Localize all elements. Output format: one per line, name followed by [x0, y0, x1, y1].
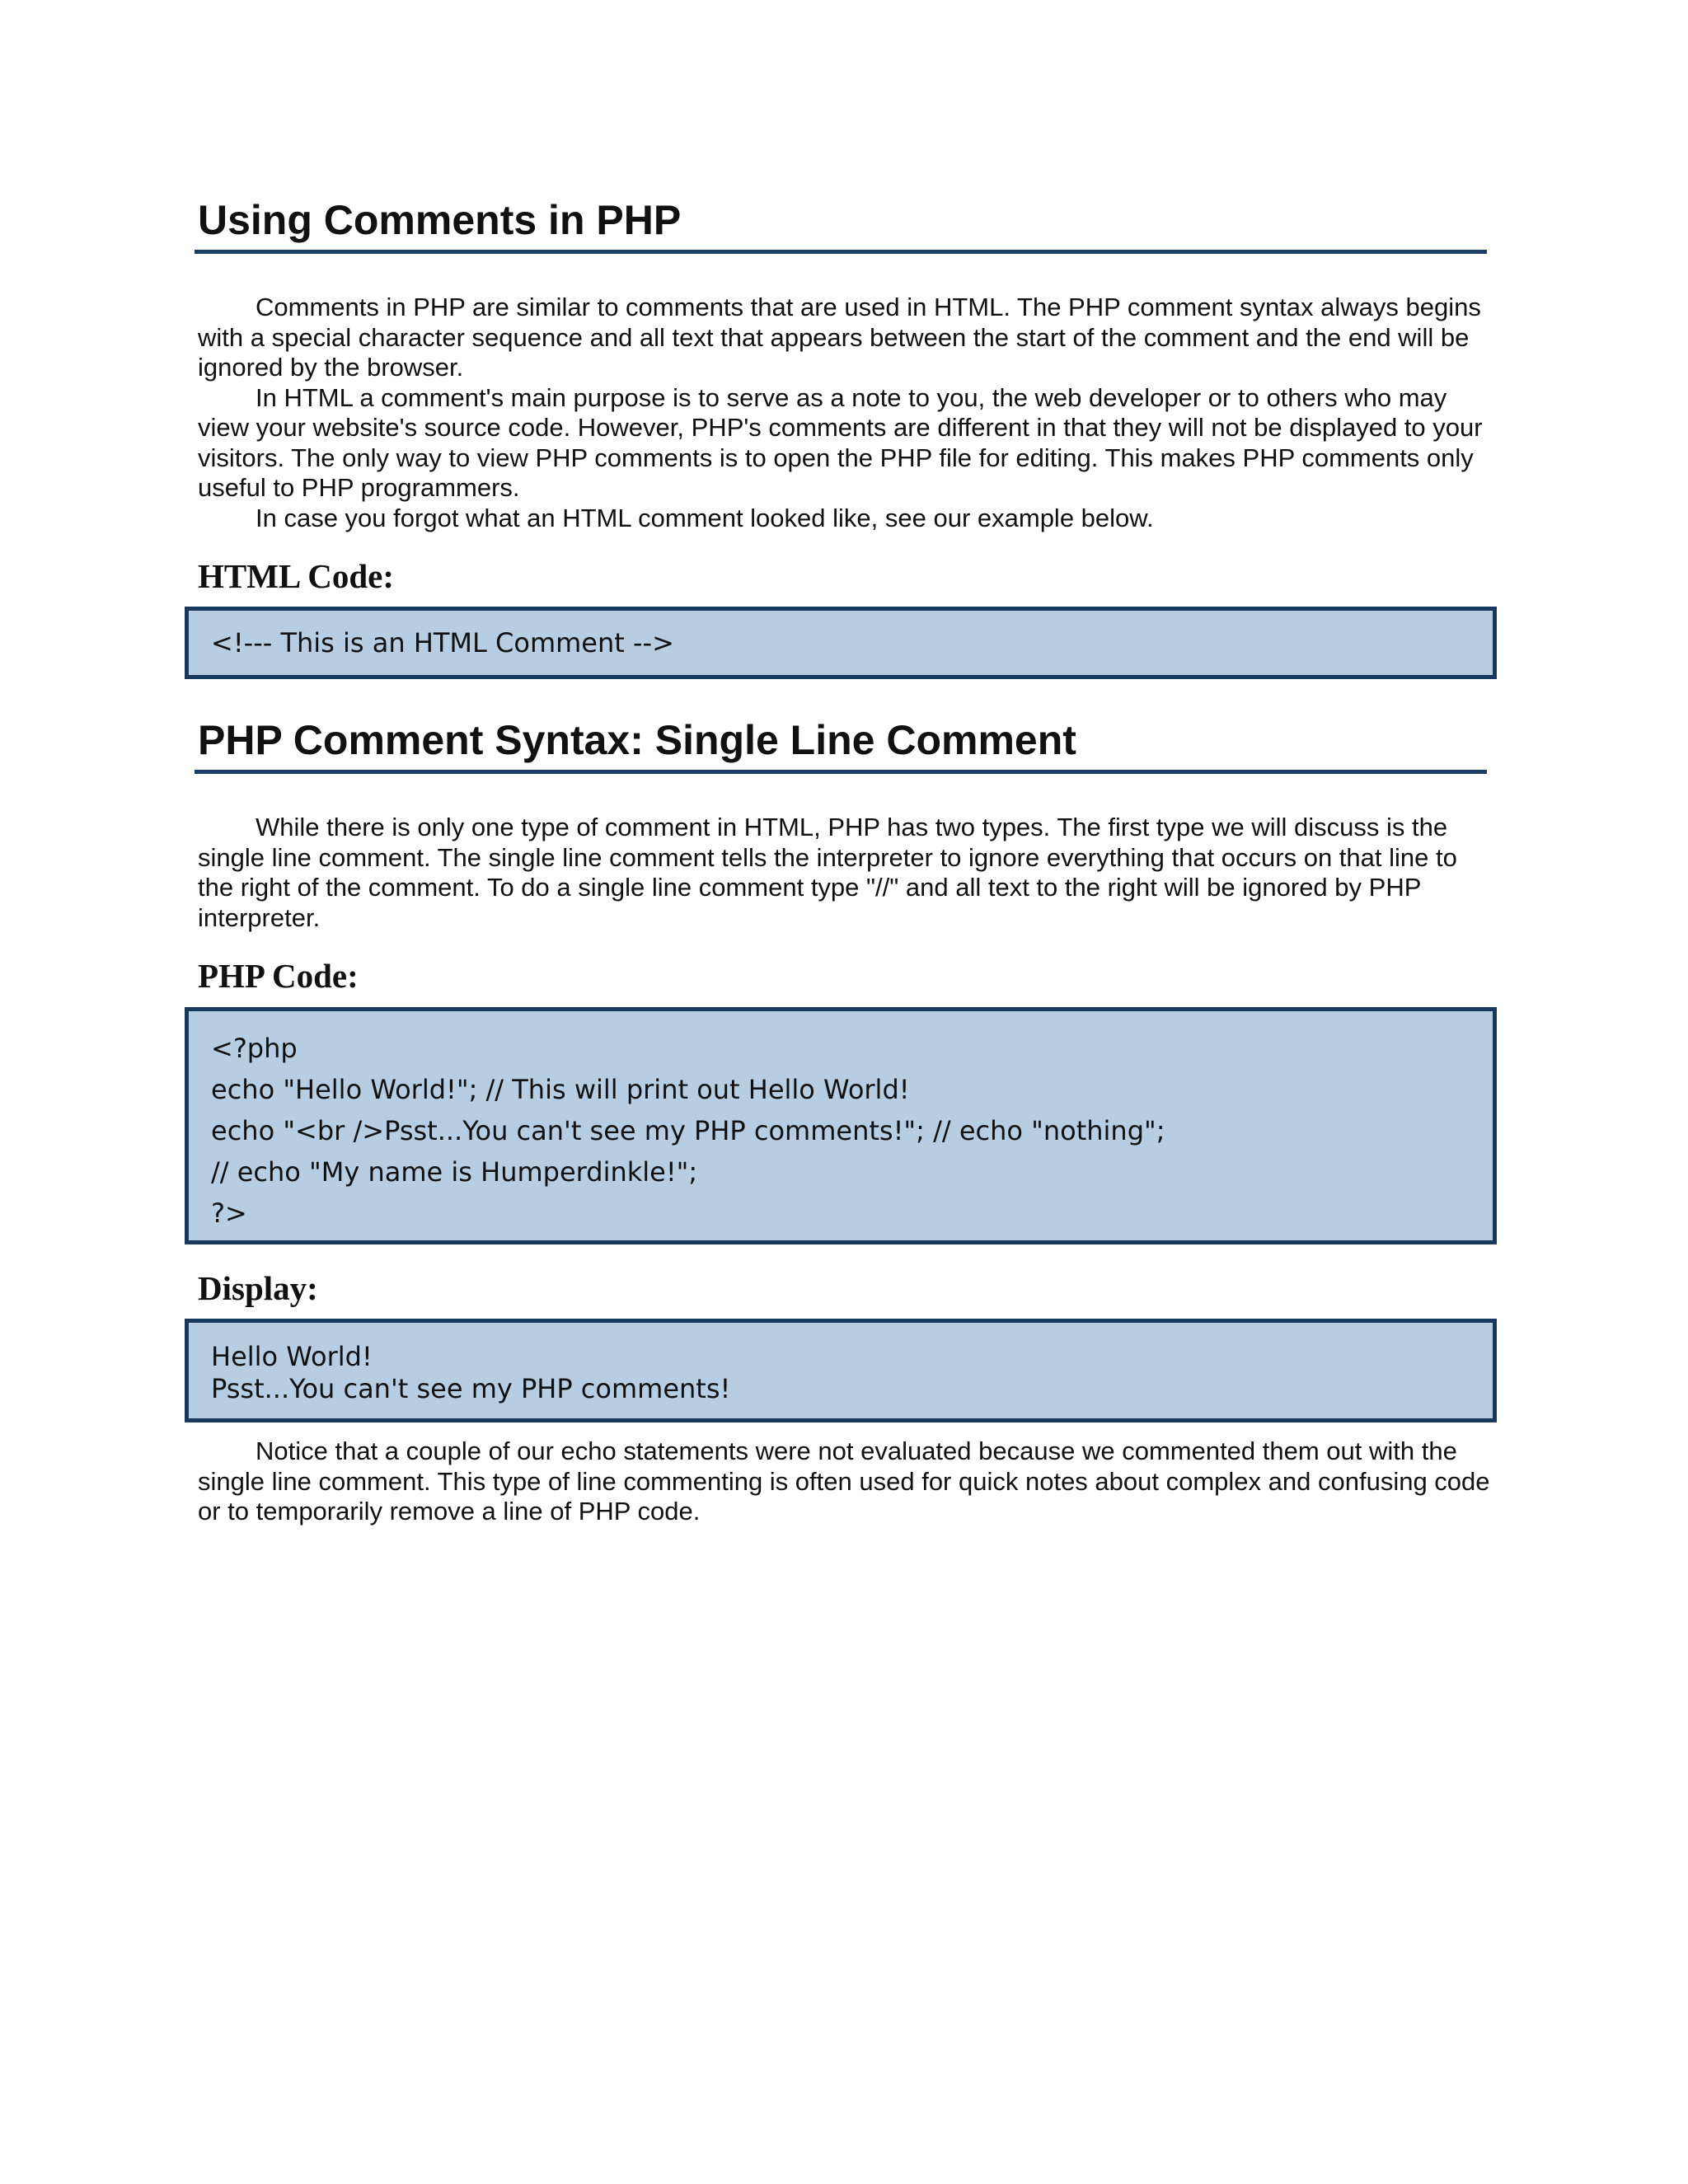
- paragraph: Notice that a couple of our echo statements were not evaluated because we commented them out with the single line comment. This type of line commenting is often used for quick notes about complex and confusing code or to temporarily remove a line of PHP code.: [198, 1436, 1490, 1526]
- section-title-underline: [195, 770, 1487, 774]
- php-code-heading: PHP Code:: [198, 957, 359, 995]
- html-code-box: [185, 607, 1497, 679]
- section-title-using-comments: Using Comments in PHP: [198, 197, 682, 243]
- code-line: <!--- This is an HTML Comment -->: [211, 627, 674, 658]
- output-line: Hello World!: [211, 1341, 373, 1372]
- section2-closing: [198, 1436, 1490, 1527]
- code-line: <?php: [211, 1033, 298, 1064]
- paragraph: In HTML a comment's main purpose is to serve as a note to you, the web developer or to others who may view your website's source code. However, PHP's comments are different in that they will not be displayed to your visitors. The only way to view PHP comments is to open the PHP file for editing. This makes PHP comments only useful to PHP programmers.: [198, 382, 1483, 502]
- php-code-box: [185, 1007, 1497, 1244]
- section2-body: [198, 813, 1490, 933]
- code-line: ?>: [211, 1197, 247, 1229]
- output-line: Psst...You can't see my PHP comments!: [211, 1373, 731, 1404]
- section-title-underline: [195, 250, 1487, 254]
- display-heading: Display:: [198, 1269, 318, 1307]
- html-code-heading: HTML Code:: [198, 557, 395, 595]
- paragraph: While there is only one type of comment in HTML, PHP has two types. The first type we will discuss is the single line comment. The single line comment tells the interpreter to ignore everything that occurs on that line to the right of the comment. To do a single line comment type "//" and all text to the right will be ignored by PHP interpreter.: [198, 813, 1457, 932]
- display-output-box: [185, 1319, 1497, 1422]
- section1-body: [198, 293, 1490, 533]
- code-line: echo "<br />Psst...You can't see my PHP comments!"; // echo "nothing";: [211, 1115, 1165, 1146]
- code-line: // echo "My name is Humperdinkle!";: [211, 1156, 698, 1188]
- paragraph: Comments in PHP are similar to comments that are used in HTML. The PHP comment syntax always begins with a special character sequence and all text that appears between the start of the comment and the end will be ignored by the browser.: [198, 293, 1481, 382]
- paragraph: In case you forgot what an HTML comment looked like, see our example below.: [256, 503, 1154, 532]
- section-title-single-line-comment: PHP Comment Syntax: Single Line Comment: [198, 717, 1076, 763]
- code-line: echo "Hello World!"; // This will print out Hello World!: [211, 1074, 910, 1105]
